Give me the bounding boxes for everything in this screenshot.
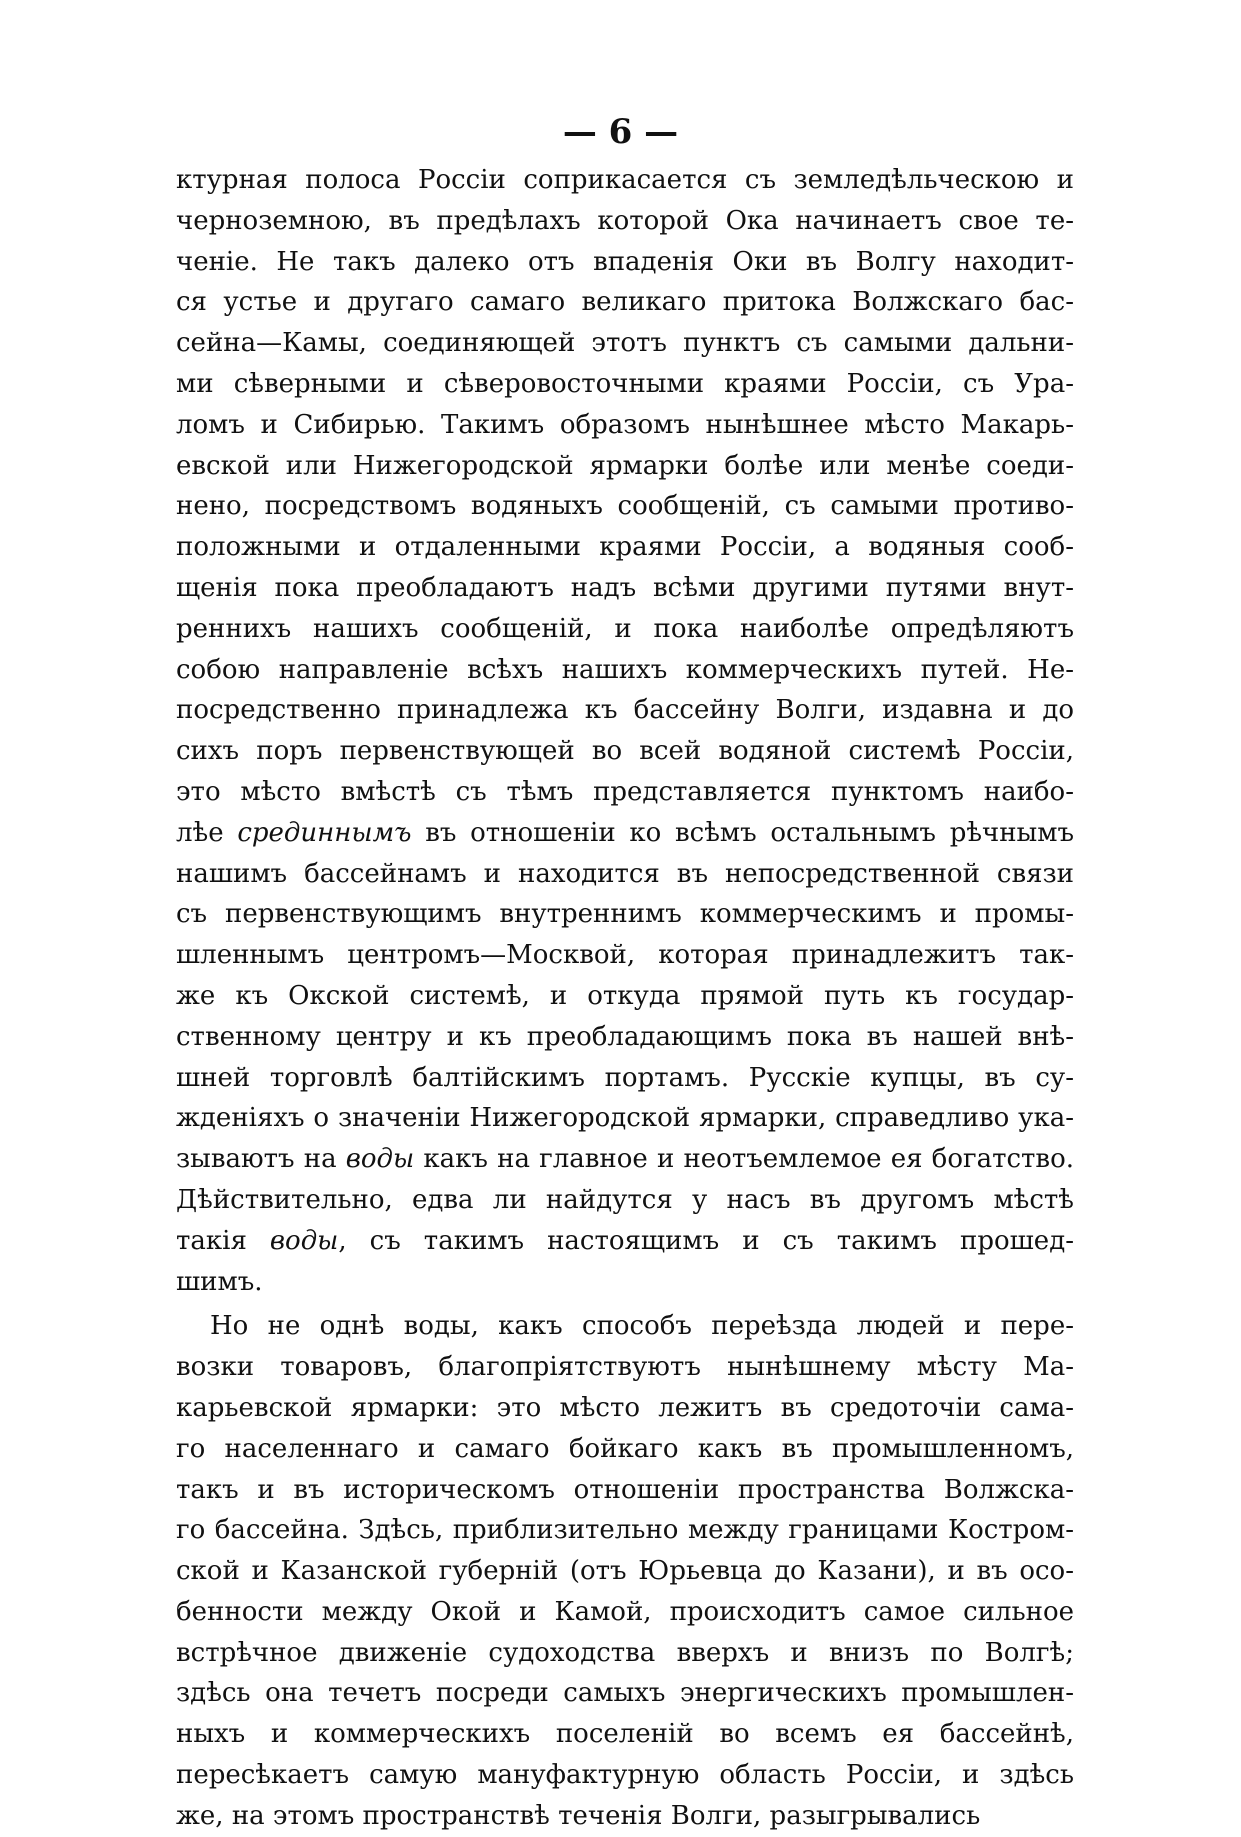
text-line [176,1673,1074,1714]
text-segment: возки товаровъ, благопріятствуютъ нынѣшнему мѣсту Ма- [176,1352,1074,1383]
text-segment: ся устье и другаго самаго великаго притока Волжскаго бас- [176,287,1074,318]
text-segment: бенности между Окой и Камой, происходитъ самое сильное [176,1596,1074,1627]
text-segment: ми сѣверными и сѣверовосточными краями Россіи, съ Ура- [176,368,1074,399]
text-line [176,1347,1074,1388]
text-line [176,1510,1074,1551]
text-segment: зываютъ на [176,1144,346,1175]
text-segment: го бассейна. Здѣсь, приблизительно между границами Костром- [176,1515,1074,1546]
text-segment: го населеннаго и самаго бойкаго какъ въ промышленномъ, [176,1433,1074,1464]
italic-word: воды [269,1225,339,1256]
text-line [176,1139,1074,1180]
text-line [176,1633,1074,1674]
text-segment: лѣе [176,817,238,848]
text-segment: сейна—Камы, соединяющей этотъ пунктъ съ самыми дальни- [176,328,1074,359]
text-segment: пересѣкаетъ самую мануфактурную область Россіи, и здѣсь [176,1760,1074,1791]
text-segment: Дѣйствительно, едва ли найдутся у насъ въ другомъ мѣстѣ [176,1184,1074,1215]
italic-word: срединнымъ [237,817,412,848]
text-line [176,1221,1074,1262]
text-segment: такія [176,1225,270,1256]
text-segment: нено, посредствомъ водяныхъ сообщеній, съ самыми противо- [176,491,1074,522]
text-segment: какъ на главное и неотъемлемое ея богатство. [414,1144,1074,1175]
text-line [176,1470,1074,1511]
text-line [176,201,1074,242]
text-segment: же къ Окской системѣ, и откуда прямой путь къ государ- [176,980,1074,1011]
text-segment: посредственно принадлежа къ бассейну Волги, издавна и до [176,695,1074,726]
text-segment: реннихъ нашихъ сообщеній, и пока наиболѣе опредѣляютъ [176,613,1074,644]
text-segment: , съ такимъ настоящимъ и съ такимъ прошед- [338,1225,1074,1256]
italic-word: воды [345,1144,415,1175]
text-line [176,854,1074,895]
text-segment: ктурная полоса Россіи соприкасается съ земледѣльческою и [176,165,1074,195]
text-line [176,1592,1074,1633]
text-segment: въ отношеніи ко всѣмъ остальнымъ рѣчнымъ [411,817,1074,848]
text-line [176,1017,1074,1058]
text-segment: положными и отдаленными краями Россіи, а водяныя сооб- [176,532,1074,563]
text-line [176,446,1074,487]
text-line [176,282,1074,323]
text-segment: здѣсь она течетъ посреди самыхъ энергическихъ промышлен- [176,1678,1074,1709]
text-line [176,935,1074,976]
text-line [176,1429,1074,1470]
text-segment: такъ и въ историческомъ отношеніи пространства Волжска- [176,1474,1074,1505]
text-segment: собою направленіе всѣхъ нашихъ коммерческихъ путей. Не- [176,654,1074,685]
text-line [176,1306,1074,1347]
text-line [176,1796,1074,1837]
text-line [176,1755,1074,1796]
text-segment: нашимъ бассейнамъ и находится въ непосредственной связи [176,858,1074,889]
text-segment: черноземною, въ предѣлахъ которой Ока начинаетъ свое те- [176,205,1074,236]
text-line [176,731,1074,772]
body-text [176,160,1074,1837]
text-line [176,1098,1074,1139]
text-line [176,609,1074,650]
text-segment: шленнымъ центромъ—Москвой, которая принадлежитъ так- [176,940,1074,971]
page-number: — 6 — [562,112,679,152]
text-segment: жденіяхъ о значеніи Нижегородской ярмарки, справедливо ука- [176,1103,1074,1134]
text-segment: же, на этомъ пространствѣ теченія Волги, разыгрывались [176,1800,981,1831]
text-line [176,364,1074,405]
text-line [176,1388,1074,1429]
text-line [176,1180,1074,1221]
text-line [176,1058,1074,1099]
text-segment: съ первенствующимъ внутреннимъ коммерческимъ и промы- [176,899,1074,930]
text-line [176,650,1074,691]
text-segment: ской и Казанской губерній (отъ Юрьевца до Казани), и въ осо- [176,1556,1074,1587]
text-segment: евской или Нижегородской ярмарки болѣе или менѣе соеди- [176,450,1074,481]
text-segment: карьевской ярмарки: это мѣсто лежитъ въ средоточіи сама- [176,1392,1074,1423]
text-segment: это мѣсто вмѣстѣ съ тѣмъ представляется пунктомъ наибо- [176,776,1074,807]
text-line [176,405,1074,446]
text-segment: щенія пока преобладаютъ надъ всѣми другими путями внут- [176,572,1074,603]
text-line [176,690,1074,731]
text-line [176,1714,1074,1755]
text-segment: ченіе. Не такъ далеко отъ впаденія Оки въ Волгу находит- [176,246,1074,277]
text-line [176,242,1074,283]
text-segment: встрѣчное движеніе судоходства вверхъ и внизъ по Волгѣ; [176,1637,1074,1668]
text-line [176,160,1074,201]
text-line [176,976,1074,1017]
text-segment: сихъ поръ первенствующей во всей водяной системѣ Россіи, [176,736,1074,767]
text-segment: шимъ. [176,1266,263,1297]
text-line [176,1262,1074,1303]
text-line [176,772,1074,813]
text-segment: ственному центру и къ преобладающимъ пока въ нашей внѣ- [176,1021,1074,1052]
text-line [176,813,1074,854]
text-line [176,568,1074,609]
text-line [176,1551,1074,1592]
text-segment: ломъ и Сибирью. Такимъ образомъ нынѣшнее мѣсто Макарь- [176,409,1074,440]
text-line [176,323,1074,364]
text-line [176,527,1074,568]
text-segment: ныхъ и коммерческихъ поселеній во всемъ ея бассейнѣ, [176,1719,1074,1750]
text-segment: шней торговлѣ балтійскимъ портамъ. Русскіе купцы, въ су- [176,1062,1074,1093]
text-line [176,486,1074,527]
text-segment: Но не однѣ воды, какъ способъ переѣзда людей и пере- [210,1311,1074,1342]
text-line [176,894,1074,935]
